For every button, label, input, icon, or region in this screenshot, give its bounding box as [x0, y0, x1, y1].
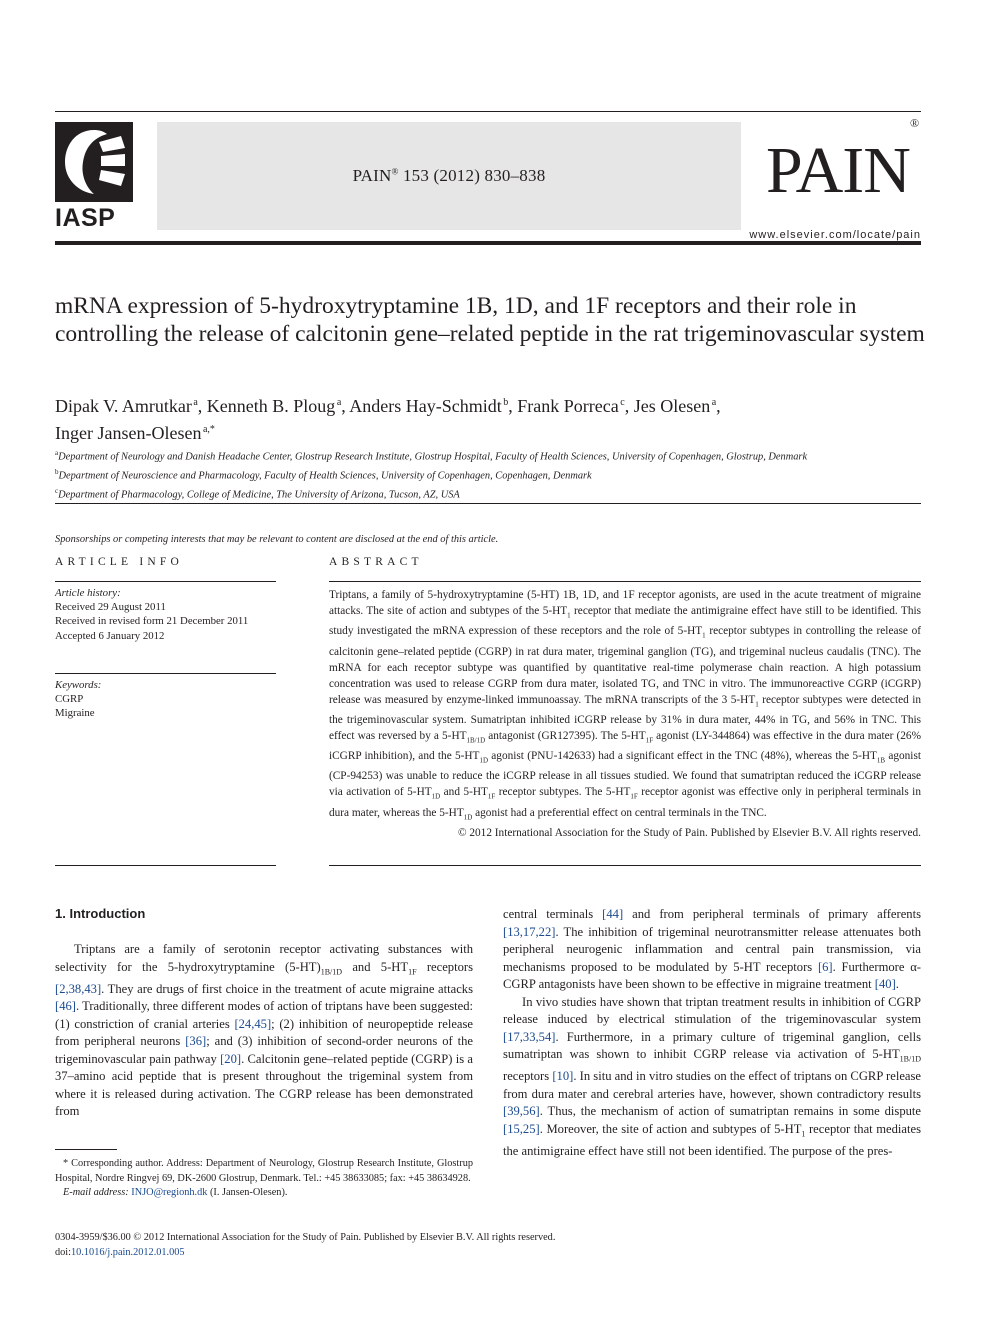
intro-paragraph: In vivo studies have shown that triptan treatment results in inhibition of CGRP release induced by electrical stimulation of the trigeminovascular system [17,33,54]. Furthermore, in a primary culture of trigeminal ganglion, cells sumatriptan was shown to inhibit CGRP release via activation of $5-HT_{1B/1D}$ receptors [10]. In situ and in vitro studies on the effect of triptans on CGRP release from dura mater and cerebral arteries have, however, shown contradictory results [39,56]. Thus, the mechanism of action of sumatriptan remains in some dispute [15,25]. Moreover, the site of action and subtypes of $5-HT_1$ receptor that mediates the antimigraine effect have still not been identified. The purpose of the pres- — [503, 994, 922, 1158]
article-history — [55, 586, 280, 643]
citation-link[interactable]: [17,33,54] — [503, 1029, 556, 1044]
keywords — [55, 678, 280, 721]
footnote-rule — [55, 1149, 117, 1150]
affiliations — [55, 446, 935, 503]
citation-link[interactable]: [2,38,43] — [55, 981, 102, 996]
revised-date: Received in revised form 21 December 2011 — [55, 615, 249, 628]
keywords-rule — [55, 673, 276, 674]
iasp-wordmark: IASP — [55, 204, 116, 232]
keyword[interactable]: Migraine — [55, 707, 95, 720]
email-line — [55, 1186, 473, 1201]
journal-url[interactable]: www.elsevier.com/locate/pain — [749, 229, 921, 241]
author-list: Dipak V. Amrutkar $^a$, Kenneth B. Ploug $^a$, Anders Hay-Schmidt $^b$, Frank Porreca $^c$, Jes Olesen $^a$, Inger Jansen-Olesen $^{a,*}$ — [55, 396, 721, 443]
author[interactable]: Anders Hay-Schmidt $^b$ — [349, 396, 509, 416]
email-owner: (I. Jansen-Olesen). — [209, 1187, 288, 1198]
intro-paragraph: central terminals [44] and from peripheral terminals of primary afferents [13,17,22]. The inhibition of trigeminal neurotransmitter release attenuates both peripheral neurogenic inflammation and central pain transmission, via mechanisms proposed to be modulated by 5-HT receptors [6]. Furthermore α-CGRP antagonists have been shown to be effective in migraine treatment [40]. — [503, 907, 921, 991]
journal-citation — [157, 166, 741, 186]
intro-left-column — [55, 941, 473, 1121]
history-label: Article history: — [55, 587, 121, 599]
citation-link[interactable]: [13,17,22] — [503, 924, 556, 939]
iasp-emblem-icon — [55, 122, 133, 202]
citation-link[interactable]: [46] — [55, 999, 76, 1014]
accepted-date: Accepted 6 January 2012 — [55, 629, 165, 642]
issn-copyright: 0304-3959/$36.00 © 2012 International Association for the Study of Pain. Published by Elsevier B.V. All rights reserved. — [55, 1232, 556, 1243]
citation-link[interactable]: [44] — [602, 907, 624, 921]
keywords-label: Keywords: — [55, 679, 102, 691]
intro-right-column — [503, 906, 921, 1160]
author[interactable]: Frank Porreca $^c$ — [517, 396, 625, 416]
header-thick-rule — [55, 241, 921, 245]
volume-pages: 153 (2012) 830–838 — [402, 166, 546, 185]
intro-paragraph: Triptans are a family of serotonin receptor activating substances with selectivity for the 5-hydroxytryptamine $(5-HT)_{1B/1D}$ and $5-HT_{1F}$ receptors [2,38,43]. They are drugs of first choice in the treatment of acute migraine attacks [46]. Traditionally, three different modes of action of triptans have been suggested: (1) constriction of cranial arteries [24,45]; (2) inhibition of neuropeptide release from peripheral neurons [36]; and (3) inhibition of second-order neurons of the trigeminovascular pain pathway [20]. Calcitonin gene–related peptide (CGRP) is a 37–amino acid peptide that is present throughout the trigeminal system from where it is released during activation. The CGRP release has been demonstrated from — [55, 942, 474, 1119]
author[interactable]: Dipak V. Amrutkar $^a$ — [55, 396, 198, 416]
journal-name: PAIN — [352, 166, 392, 185]
citation-link[interactable]: [39,56] — [503, 1104, 540, 1119]
iasp-logo — [55, 122, 133, 202]
citation-link[interactable]: [15,25] — [503, 1121, 540, 1136]
doi-label: doi: — [55, 1246, 72, 1258]
abstract-text: Triptans, a family of 5-hydroxytryptamine (5-HT) 1B, 1D, and 1F receptor agonists, are used in the acute treatment of migraine attacks. The site of action and subtypes of the $5-HT_1$ receptor that mediate the antimigraine effect have still to be identified. This study investigated the mRNA expression of these receptors and the role of $5-HT_1$ receptor subtypes in controlling the release of calcitonin gene–related peptide (CGRP) in rat dura mater, trigeminal ganglion (TG), and trigeminal nucleus caudalis (TNC). The mRNA for each receptor subtype was quantified by quantitative real-time polymerase chain reaction. A high potassium concentration was used to release CGRP from dura mater, isolated TG, and TNC in vitro. The immunoreactive CGRP (iCGRP) release was measured by enzyme-linked immunoassay. The mRNA transcripts of the 3 $5-HT_1$ receptor subtypes were detected in the trigeminovascular system. Sumatriptan inhibited iCGRP release by 31% in dura mater, 44% in TG, and 56% in TNC. This effect was reversed by a $5-HT_{1B/1D}$ antagonist (GR127395). The $5-HT_{1F}$ agonist (LY-344864) was effective in the dura mater (26% iCGRP inhibition), and the $5-HT_{1D}$ agonist (PNU-142633) had a significant effect in the TNC (48%), whereas the $5-HT_{1B}$ agonist (CP-94253) was unable to reduce the iCGRP release in all tissues studied. We found that sumatriptan reduced the iCGRP release via activation of $5-HT_{1D}$ and $5-HT_{1F}$ receptor subtypes. The $5-HT_{1F}$ receptor agonist was effective only in peripheral terminals in dura mater, whereas the $5-HT_{1D}$ agonist had a preferential effect on central terminals in the TNC. © 2012 International Association for the Study of Pain. Published by Elsevier B.V. All rights reserved. — [329, 589, 922, 839]
affiliation-rule — [55, 503, 921, 504]
introduction-heading: 1. Introduction — [55, 906, 146, 921]
citation-link[interactable]: [20] — [220, 1051, 242, 1066]
article-info-heading: ARTICLE INFO — [55, 556, 183, 568]
pain-logo-text: PAIN — [766, 134, 910, 207]
citation-link[interactable]: [6] — [817, 959, 833, 974]
corresponding-author-text: * Corresponding author. Address: Department of Neurology, Glostrup Research Institute, Glostrup Hospital, Nordre Ringvej 69, DK-2600 Glostrup, Denmark. Tel.: +45 38633085; fax: +45 38634928. — [55, 1158, 473, 1184]
citation-link[interactable]: [24,45] — [234, 1016, 272, 1031]
email-label: E-mail address: — [63, 1187, 129, 1198]
citation-link[interactable]: [40] — [874, 977, 896, 991]
doi-link[interactable]: 10.1016/j.pain.2012.01.005 — [71, 1246, 185, 1258]
page-footer — [55, 1231, 555, 1260]
top-rule — [55, 111, 921, 112]
abstract-bottom-rule — [329, 865, 921, 866]
journal-trademark: ® — [391, 166, 399, 177]
abstract-rule — [329, 581, 921, 582]
keyword[interactable]: CGRP — [55, 693, 84, 706]
pain-logo-trademark: ® — [909, 116, 920, 130]
received-date: Received 29 August 2011 — [55, 601, 166, 614]
author[interactable]: Inger Jansen-Olesen $^{a,*}$ — [55, 423, 215, 443]
citation-link[interactable]: [10] — [552, 1069, 574, 1084]
abstract-copyright: © 2012 International Association for the Study of Pain. Published by Elsevier B.V. All rights reserved. — [457, 826, 921, 839]
sponsorship-note: Sponsorships or competing interests that may be relevant to content are disclosed at the end of this article. — [55, 534, 499, 545]
abstract-heading: ABSTRACT — [329, 556, 423, 568]
citation-link[interactable]: [36] — [185, 1034, 207, 1049]
pain-logo — [766, 116, 920, 207]
affiliation: $^b$Department of Neuroscience and Pharmacology, Faculty of Health Sciences, University of Copenhagen, Copenhagen, Denmark — [55, 467, 592, 482]
article-title: mRNA expression of 5-hydroxytryptamine 1B, 1D, and 1F receptors and their role in controlling the release of calcitonin gene–related peptide in the rat trigeminovascular system — [55, 293, 925, 347]
affiliation: $^c$Department of Pharmacology, College of Medicine, The University of Arizona, Tucson, AZ, USA — [55, 486, 460, 501]
author[interactable]: Jes Olesen $^a$ — [633, 396, 717, 416]
author[interactable]: Kenneth B. Ploug $^a$ — [206, 396, 342, 416]
affiliation: $^a$Department of Neurology and Danish Headache Center, Glostrup Research Institute, Glostrup Hospital, Faculty of Health Sciences, University of Copenhagen, Glostrup, Denmark — [55, 449, 808, 463]
email-link[interactable]: INJO@regionh.dk — [131, 1187, 208, 1198]
article-info-bottom-rule — [55, 865, 276, 866]
corresponding-author-footnote — [55, 1157, 473, 1201]
article-info-rule — [55, 581, 276, 582]
doi-line — [55, 1246, 555, 1261]
